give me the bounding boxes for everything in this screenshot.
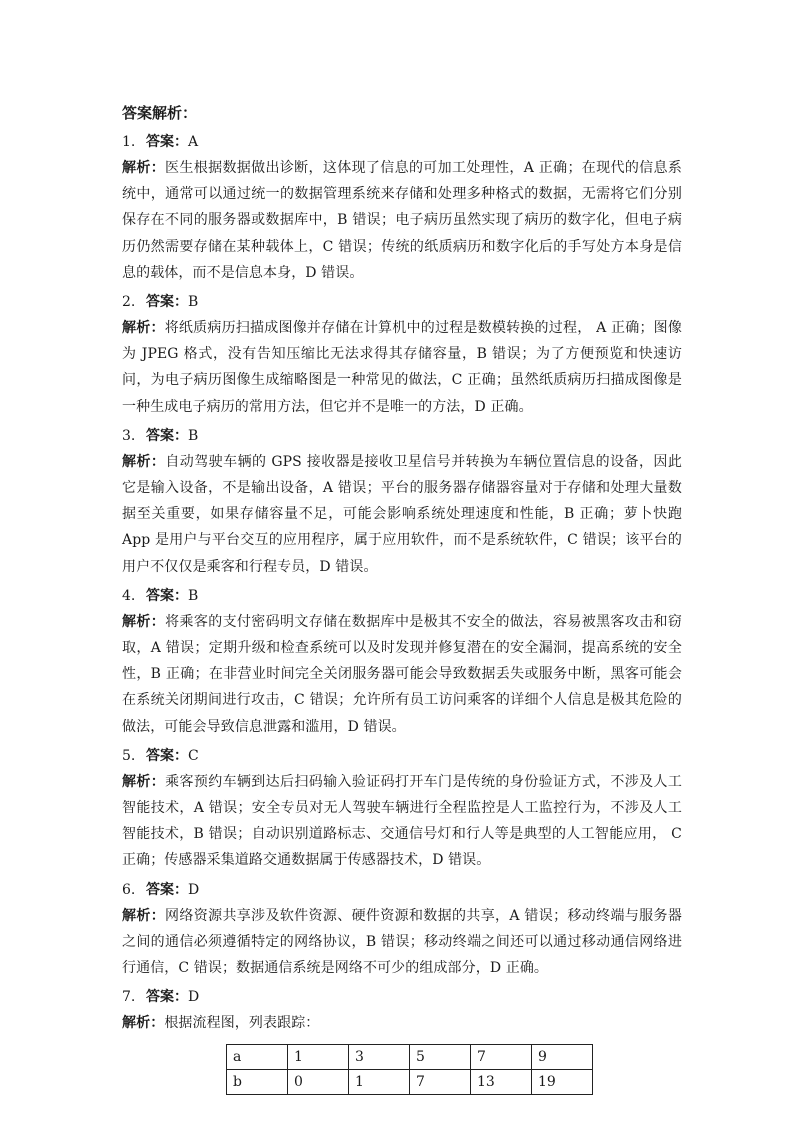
explanation <box>122 315 682 420</box>
trace-table-row <box>227 1045 593 1070</box>
answer-line <box>122 423 682 449</box>
explanation-label: 解析： <box>122 160 166 176</box>
trace-table-cell: 13 <box>471 1070 532 1095</box>
explanation-label: 解析： <box>122 320 165 337</box>
trace-table-cell: 1 <box>349 1070 410 1095</box>
question-number: 3. <box>122 427 136 444</box>
answer-label: 答案： <box>146 747 188 764</box>
answer-value: B <box>188 427 199 444</box>
answer-label: 答案： <box>146 587 188 604</box>
answer-line <box>122 583 682 609</box>
question-number: 2. <box>122 294 136 311</box>
answer-line <box>122 877 682 903</box>
answer-value: C <box>188 747 199 764</box>
explanation-text: 自动驾驶车辆的 GPS 接收器是接收卫星信号并转换为车辆位置信息的设备，因此它是输入设备，不是输出设备，A 错误；平台的服务器存储器容量对于存储和处理大量数据至关重要，如果存储容量不足，可能会影响系统处理速度和性能，B 正确；萝卜快跑 App 是用户与平台交互的应用程序，属于应用软件，而不是系统软件，C 错误；该平台的用户不仅仅是乘客和行程专员，D 错误。 <box>122 453 682 575</box>
answer-line <box>122 289 682 315</box>
answer-content <box>122 100 682 1095</box>
explanation <box>122 1010 682 1036</box>
trace-table-cell: a <box>227 1045 288 1070</box>
trace-table-cell: 3 <box>349 1045 410 1070</box>
trace-table-cell: 7 <box>410 1070 471 1095</box>
answer-value: A <box>188 134 199 150</box>
trace-table-cell: 19 <box>532 1070 593 1095</box>
trace-table-cell: b <box>227 1070 288 1095</box>
answer-value: B <box>188 294 199 311</box>
trace-table-cell: 1 <box>288 1045 349 1070</box>
explanation-label: 解析： <box>122 1015 165 1032</box>
answer-value: D <box>188 989 200 1006</box>
answer-line <box>122 743 682 769</box>
trace-table <box>226 1044 593 1095</box>
answer-label: 答案： <box>146 294 188 311</box>
question-number: 1. <box>122 134 136 150</box>
explanation-label: 解析： <box>122 453 166 470</box>
explanation-label: 解析： <box>122 907 166 924</box>
answer-line <box>122 984 682 1010</box>
explanation-text: 乘客预约车辆到达后扫码输入验证码打开车门是传统的身份验证方式，不涉及人工智能技术，A 错误；安全专员对无人驾驶车辆进行全程监控是人工监控行为，不涉及人工智能技术，B 错误；自动识别道路标志、交通信号灯和行人等是典型的人工智能应用， C 正确；传感器采集道路交通数据属于传感器技术，D 错误。 <box>122 773 682 869</box>
explanation <box>122 769 682 874</box>
trace-table-row <box>227 1070 593 1095</box>
trace-table-cell: 7 <box>471 1045 532 1070</box>
answer-label: 答案： <box>146 989 188 1006</box>
trace-table-cell: 5 <box>410 1045 471 1070</box>
explanation-text: 根据流程图，列表跟踪： <box>164 1015 320 1032</box>
answer-value: B <box>188 587 199 604</box>
question-number: 5. <box>122 747 136 764</box>
question-number: 6. <box>122 881 136 898</box>
trace-table-cell: 9 <box>532 1045 593 1070</box>
answer-label: 答案： <box>146 427 188 444</box>
explanation-label: 解析： <box>122 773 166 790</box>
question-number: 7. <box>122 989 136 1006</box>
explanation <box>122 609 682 740</box>
explanation <box>122 449 682 580</box>
answer-label: 答案： <box>146 134 188 150</box>
explanation <box>122 155 682 286</box>
explanation-text: 医生根据数据做出诊断，这体现了信息的可加工处理性，A 正确；在现代的信息系统中，通常可以通过统一的数据管理系统来存储和处理多种格式的数据，无需将它们分别保存在不同的服务器或数据库中，B 错误；电子病历虽然实现了病历的数字化，但电子病历仍然需要存储在某种载体上，C 错误；传统的纸质病历和数字化后的手写处方本身是信息的载体，而不是信息本身，D 错误。 <box>122 160 682 281</box>
trace-table-cell: 0 <box>288 1070 349 1095</box>
question-number: 4. <box>122 587 136 604</box>
explanation-label: 解析： <box>122 613 166 630</box>
explanation <box>122 903 682 982</box>
page-heading: 答案解析： <box>122 104 198 122</box>
explanation-text: 将乘客的支付密码明文存储在数据库中是极其不安全的做法，容易被黑客攻击和窃取，A 错误；定期升级和检查系统可以及时发现并修复潜在的安全漏洞，提高系统的安全性，B 正确；在非营业时间完全关闭服务器可能会导致数据丢失或服务中断，黑客可能会在系统关闭期间进行攻击，C 错误；允许所有员工访问乘客的详细个人信息是极其危险的做法，可能会导致信息泄露和滥用，D 错误。 <box>122 613 682 735</box>
explanation-text: 将纸质病历扫描成图像并存储在计算机中的过程是数模转换的过程， A 正确；图像为 JPEG 格式，没有告知压缩比无法求得其存储容量，B 错误；为了方便预览和快速访问，为电子病历图像生成缩略图是一种常见的做法，C 正确；虽然纸质病历扫描成图像是一种生成电子病历的常用方法，但它并不是唯一的方法，D 正确。 <box>122 320 682 415</box>
answer-line <box>122 129 682 155</box>
answer-label: 答案： <box>146 881 188 898</box>
answer-value: D <box>188 881 200 898</box>
answer-list <box>122 129 682 1036</box>
explanation-text: 网络资源共享涉及软件资源、硬件资源和数据的共享，A 错误；移动终端与服务器之间的通信必须遵循特定的网络协议，B 错误；移动终端之间还可以通过移动通信网络进行通信，C 错误；数据通信系统是网络不可少的组成部分，D 正确。 <box>122 907 682 977</box>
